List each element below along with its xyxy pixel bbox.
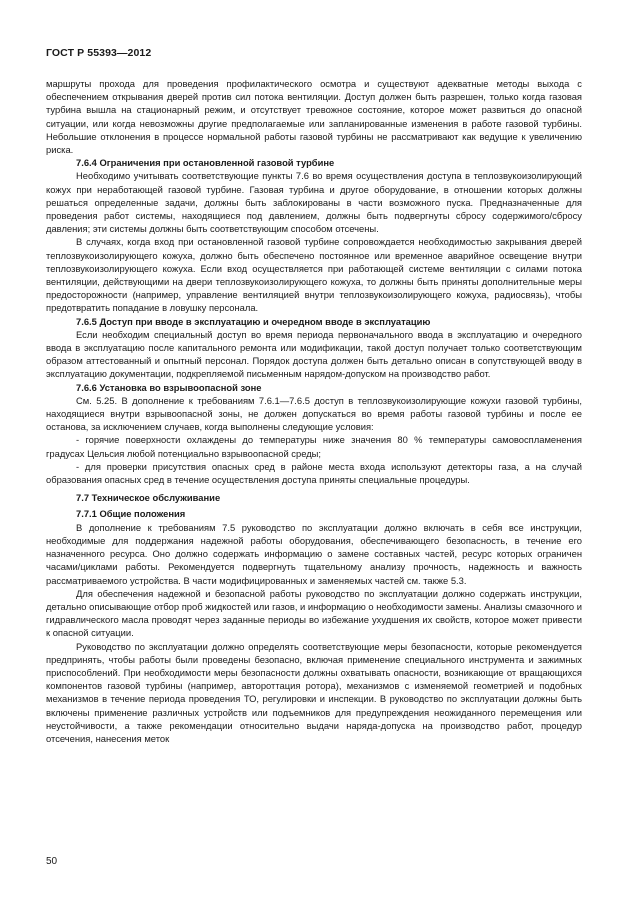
paragraph: - для проверки присутствия опасных сред в районе места входа используют детекторы газа, а на случай образования опасных сред в течение осуществления доступа приняты специальные процедуры. — [46, 460, 582, 486]
paragraph: маршруты прохода для проведения профилактического осмотра и существуют адекватные методы выхода с обеспечением открывания дверей против сил потока вентиляции. Доступ должен быть разрешен, только когда газовая турбина вышла на стационарный режим, и отсутствует тревожное состояние, которое может развиться до опасной ситуации, или когда невозможны другие предполагаемые или запланированные изменения в работе газовой турбины. Небольшие отклонения в процессе нормальной работы газовой турбины не рассматривают как ведущие к увеличению риска. — [46, 78, 582, 156]
paragraph: В случаях, когда вход при остановленной газовой турбине сопровождается необходимостью закрывания дверей теплозвукоизолирующего кожуха, должно быть обеспечено постоянное или временное аварийное освещение внутри теплозвукоизолирующего кожуха. Если вход осуществляется при работающей системе вентиляции с силами потока вентиляции, действующими на двери теплозвукоизолирующего кожуха, то должны быть приняты дополнительные меры предосторожности (например, управление вентиляцией внутри теплозвукоизолирующего кожуха, радиосвязь), чтобы предотвратить попадание в ловушку персонала. — [46, 236, 582, 314]
paragraph: - горячие поверхности охлаждены до температуры ниже значения 80 % температуры самовоспламенения градусах Цельсия любой потенциально взрывоопасной среды; — [46, 434, 582, 459]
page-body — [46, 77, 582, 745]
section-heading: 7.6.4 Ограничения при остановленной газовой турбине — [76, 157, 335, 169]
page-number: 50 — [46, 856, 58, 867]
document-header: ГОСТ Р 55393—2012 — [46, 47, 152, 59]
section-heading: 7.6.5 Доступ при вводе в эксплуатацию и очередном вводе в эксплуатацию — [76, 315, 431, 327]
paragraph: См. 5.25. В дополнение к требованиям 7.6.1—7.6.5 доступ в теплозвукоизолирующие кожухи газовой турбины, находящиеся внутри взрывоопасной зоны, не должен допускаться во время работы газовой турбины и после ее останова, за исключением случаев, когда выполнены следующие условия: — [46, 394, 582, 433]
paragraph: Руководство по эксплуатации должно определять соответствующие меры безопасности, которые рекомендуется предпринять, чтобы работы были проведены безопасно, включая применение специального инструмента и зажимных приспособлений. При необходимости меры безопасности должны охватывать опасности, возникающие от вращающихся компонентов газовой турбины (например, автороттация ротора), механизмов с изменяемой геометрией и подобных механизмов в течение периода проведения ТО, регулировки и инспекции. В руководство по эксплуатации должны быть включены применение различных устройств или подъемников для предупреждения неожиданного перемещения или неустойчивости, а также рекомендации относительно выдачи наряда-допуска на производство работ, процедур отсечения, нанесения меток — [46, 640, 582, 744]
section-heading: 7.7 Техническое обслуживание — [76, 492, 221, 504]
paragraph: Для обеспечения надежной и безопасной работы руководство по эксплуатации должно содержать инструкции, детально описывающие отбор проб жидкостей или газов, и информацию о необходимости замены. Анализы смазочного и гидравлического масла проводят через заданные периоды во избежание ухудшения их свойств, которое может привести к опасной ситуации. — [46, 587, 582, 639]
paragraph: В дополнение к требованиям 7.5 руководство по эксплуатации должно включать в себя все инструкции, необходимые для поддержания надежной работы оборудования, обеспечивающего безопасность, в течение его назначенного ресурса. Оно должно содержать информацию о замене составных частей, ресурс которых ограничен часами/циклами работы. Рекомендуется подвергнуть тщательному анализу прочность, надежность и важность рассматриваемого устройства. В части модифицированных и заменяемых частей см. также 5.3. — [46, 521, 582, 586]
section-heading: 7.6.6 Установка во взрывоопасной зоне — [76, 381, 262, 393]
paragraph: Необходимо учитывать соответствующие пункты 7.6 во время осуществления доступа в теплозвукоизолирующий кожух при неработающей газовой турбине. Газовая турбина и другое оборудование, в отношении которых должны решаться определенные задачи, должны быть заблокированы в части возможного пуска. Предназначенные для проведения работ системы, находящиеся под давлением, должны быть подвергнуты сбросу содержимого/сбросу давления; эти системы должны быть соответствующим способом отсечены. — [46, 170, 582, 235]
section-heading: 7.7.1 Общие положения — [76, 507, 186, 519]
paragraph: Если необходим специальный доступ во время периода первоначального ввода в эксплуатацию и очередного ввода в эксплуатацию после капитального ремонта или модификации, такой доступ получает только соответствующим образом аттестованный и опытный персонал. Порядок доступа должен быть детально описан в сопутствующей вводу в эксплуатацию документации, подкрепляемой письменным нарядом-допуском на производство работ. — [46, 328, 582, 380]
